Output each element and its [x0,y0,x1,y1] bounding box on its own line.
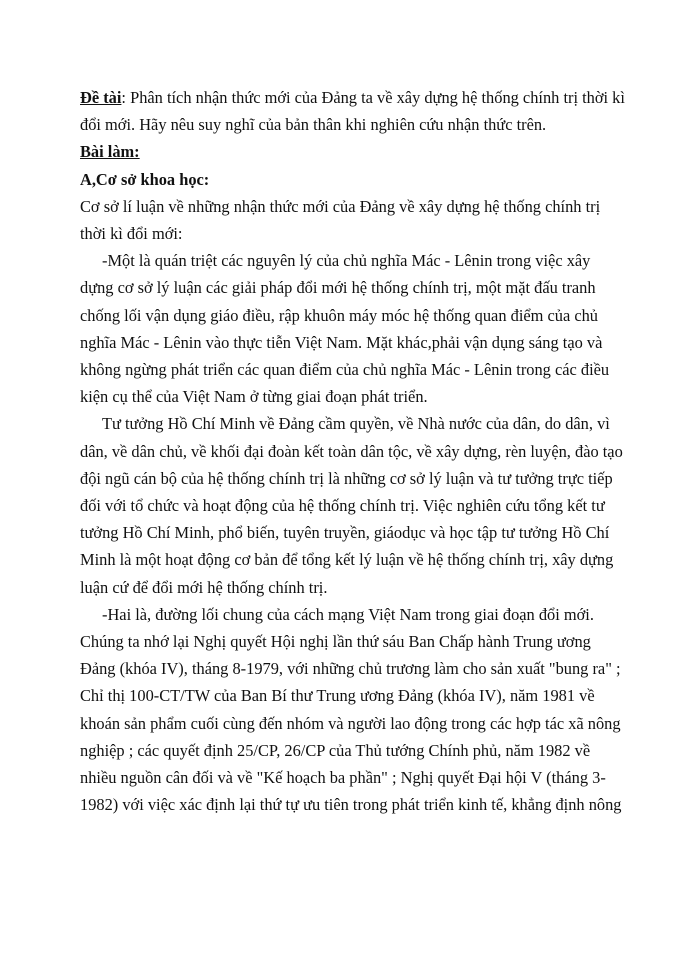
topic-line-2: đổi mới. Hãy nêu suy nghĩ của bản thân khi nghiên cứu nhận thức trên. [80,115,547,135]
text-line: chống lối vận dụng giáo điều, rập khuôn máy móc hệ thống quan điểm của chủ [80,305,599,325]
text-line: tưởng Hồ Chí Minh, phổ biến, tuyên truyền, giáodục và học tập tư tưởng Hồ Chí [80,523,610,543]
section-a-heading: A,Cơ sở khoa học: [80,169,210,189]
text-line: dân, về dân chủ, về khối đại đoàn kết toàn dân tộc, về xây dựng, rèn luyện, đào tạo [80,441,623,461]
text-line: Cơ sở lí luận về những nhận thức mới của Đảng về xây dựng hệ thống chính trị [80,196,601,216]
text-line: 1982) với việc xác định lại thứ tự ưu tiên trong phát triển kinh tế, khẳng định nông [80,795,622,815]
text-line: khoán sản phẩm cuối cùng đến nhóm và người lao động trong các hợp tác xã nông [80,713,621,733]
text-line: Đảng (khóa IV), tháng 8-1979, với những chủ trương làm cho sản xuất "bung ra" ; [80,659,621,679]
text-line: Chỉ thị 100-CT/TW của Ban Bí thư Trung ương Đảng (khóa IV), năm 1981 về [80,686,595,706]
text-line: nghiệp ; các quyết định 25/CP, 26/CP của Thủ tướng Chính phủ, năm 1982 về [80,740,591,760]
text-line: -Hai là, đường lối chung của cách mạng Việt Nam trong giai đoạn đổi mới. [102,604,594,624]
text-line: không ngừng phát triển các quan điểm của chủ nghĩa Mác - Lênin trong các điều [80,360,610,380]
bai-lam-heading: Bài làm: [80,142,140,162]
text-line: Tư tưởng Hồ Chí Minh về Đảng cầm quyền, về Nhà nước của dân, do dân, vì [102,414,610,434]
text-line: luận cứ để đổi mới hệ thống chính trị. [80,577,328,597]
text-line: đối với tổ chức và hoạt động của hệ thống chính trị. Việc nghiên cứu tổng kết tư [80,496,605,516]
topic-label: Đề tài [80,88,122,107]
text-line: -Một là quán triệt các nguyên lý của chủ nghĩa Mác - Lênin trong việc xây [102,251,591,271]
text-line: nhiều nguồn cân đối và về "Kế hoạch ba phần" ; Nghị quyết Đại hội V (tháng 3- [80,768,606,788]
text-line: Chúng ta nhớ lại Nghị quyết Hội nghị lần thứ sáu Ban Chấp hành Trung ương [80,632,591,652]
document-page [80,84,648,818]
topic-line-1 [80,84,648,111]
text-line: dựng cơ sở lý luận các giải pháp đổi mới hệ thống chính trị, một mặt đấu tranh [80,278,596,298]
topic-text: : Phân tích nhận thức mới của Đảng ta về xây dựng hệ thống chính trị thời kì [121,88,625,107]
text-line: thời kì đổi mới: [80,224,183,244]
text-line: Minh là một hoạt động cơ bản để tổng kết lý luận về hệ thống chính trị, xây dựng [80,550,614,570]
text-line: kiện cụ thể của Việt Nam ở từng giai đoạn phát triển. [80,387,428,407]
body-text [80,193,648,819]
text-line: nghĩa Mác - Lênin vào thực tiễn Việt Nam. Mặt khác,phải vận dụng sáng tạo và [80,332,603,352]
text-line: đội ngũ cán bộ của hệ thống chính trị là những cơ sở lý luận và tư tưởng trực tiếp [80,468,613,488]
